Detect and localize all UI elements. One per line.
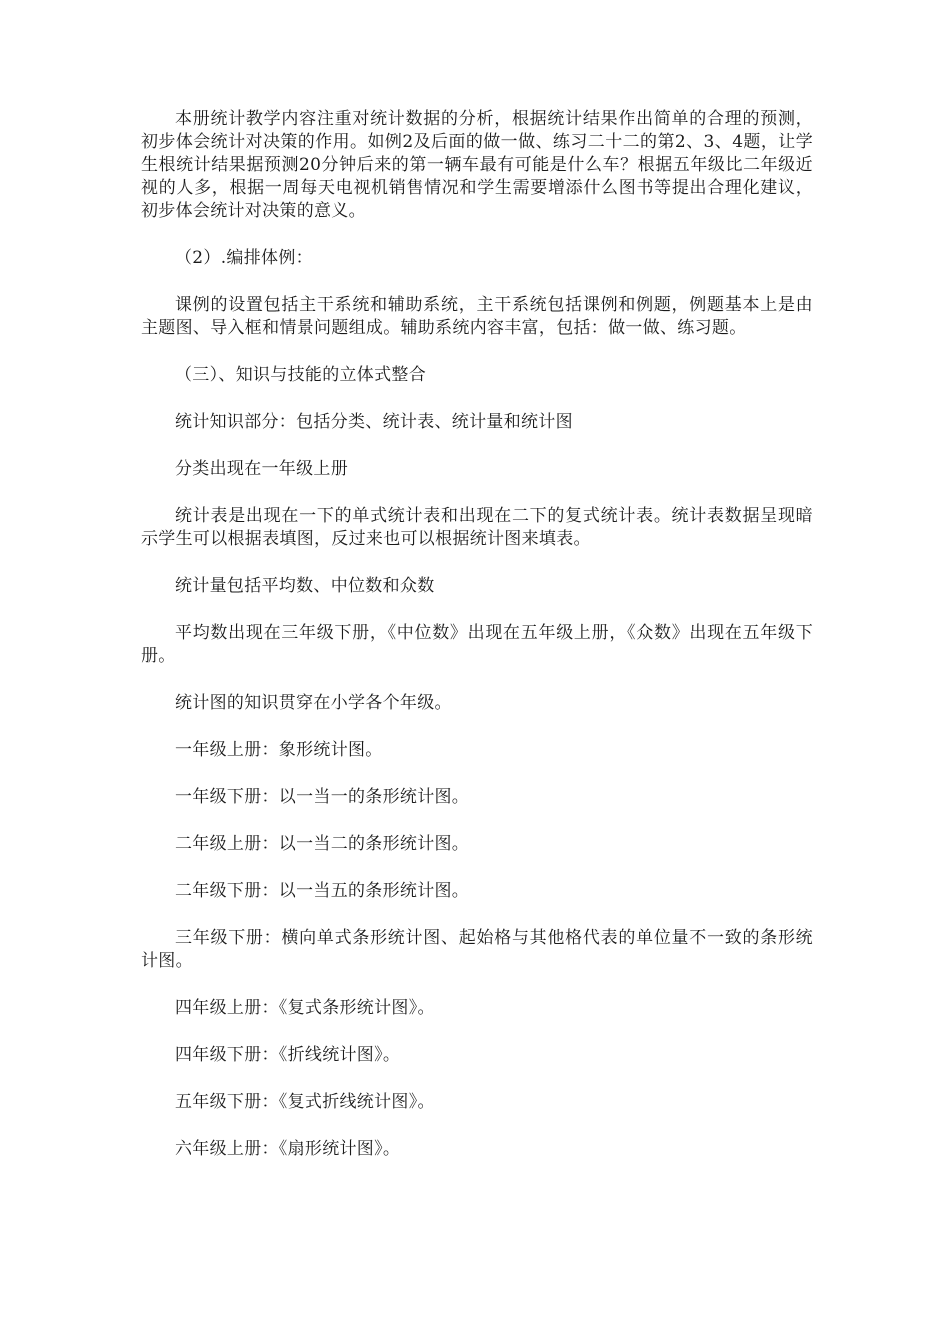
list-item-grade6-up: 六年级上册：《扇形统计图》。 xyxy=(175,1139,401,1159)
list-item-grade1-up: 一年级上册：象形统计图。 xyxy=(175,740,383,760)
list-item-grade3-down: 三年级下册：横向单式条形统计图、起始格与其他格代表的单位量不一致的条形统计图。 xyxy=(141,928,813,971)
list-item-grade4-up: 四年级上册：《复式条形统计图》。 xyxy=(175,998,435,1018)
paragraph-tables: 统计表是出现在一下的单式统计表和出现在二下的复式统计表。统计表数据呈现暗示学生可以根据表填图，反过来也可以根据统计图来填表。 xyxy=(141,506,813,549)
paragraph-averages: 平均数出现在三年级下册，《中位数》出现在五年级上册，《众数》出现在五年级下册。 xyxy=(141,623,813,666)
list-item-grade2-down: 二年级下册：以一当五的条形统计图。 xyxy=(175,881,470,901)
paragraph-knowledge: 统计知识部分：包括分类、统计表、统计量和统计图 xyxy=(175,412,573,432)
paragraph-classification: 分类出现在一年级上册 xyxy=(175,459,348,479)
list-item-grade2-up: 二年级上册：以一当二的条形统计图。 xyxy=(175,834,470,854)
paragraph-measures: 统计量包括平均数、中位数和众数 xyxy=(175,576,435,596)
list-item-grade1-down: 一年级下册：以一当一的条形统计图。 xyxy=(175,787,470,807)
paragraph-layout: 课例的设置包括主干系统和辅助系统，主干系统包括课例和例题，例题基本上是由主题图、导入框和情景问题组成。辅助系统内容丰富，包括：做一做、练习题。 xyxy=(141,295,813,338)
list-item-grade4-down: 四年级下册：《折线统计图》。 xyxy=(175,1045,401,1065)
paragraph-charts-intro: 统计图的知识贯穿在小学各个年级。 xyxy=(175,693,452,713)
heading-integration: （三）、知识与技能的立体式整合 xyxy=(175,365,426,385)
document-body xyxy=(141,108,813,1185)
list-item-grade5-down: 五年级下册：《复式折线统计图》。 xyxy=(175,1092,435,1112)
paragraph-intro: 本册统计教学内容注重对统计数据的分析，根据统计结果作出简单的合理的预测，初步体会统计对决策的作用。如例2及后面的做一做、练习二十二的第2、3、4题，让学生根统计结果据预测20分钟后来的第一辆车最有可能是什么车？根据五年级比二年级近视的人多，根据一周每天电视机销售情况和学生需要增添什么图书等提出合理化建议，初步体会统计对决策的意义。 xyxy=(141,109,813,221)
heading-layout: （2）.编排体例： xyxy=(175,248,313,268)
